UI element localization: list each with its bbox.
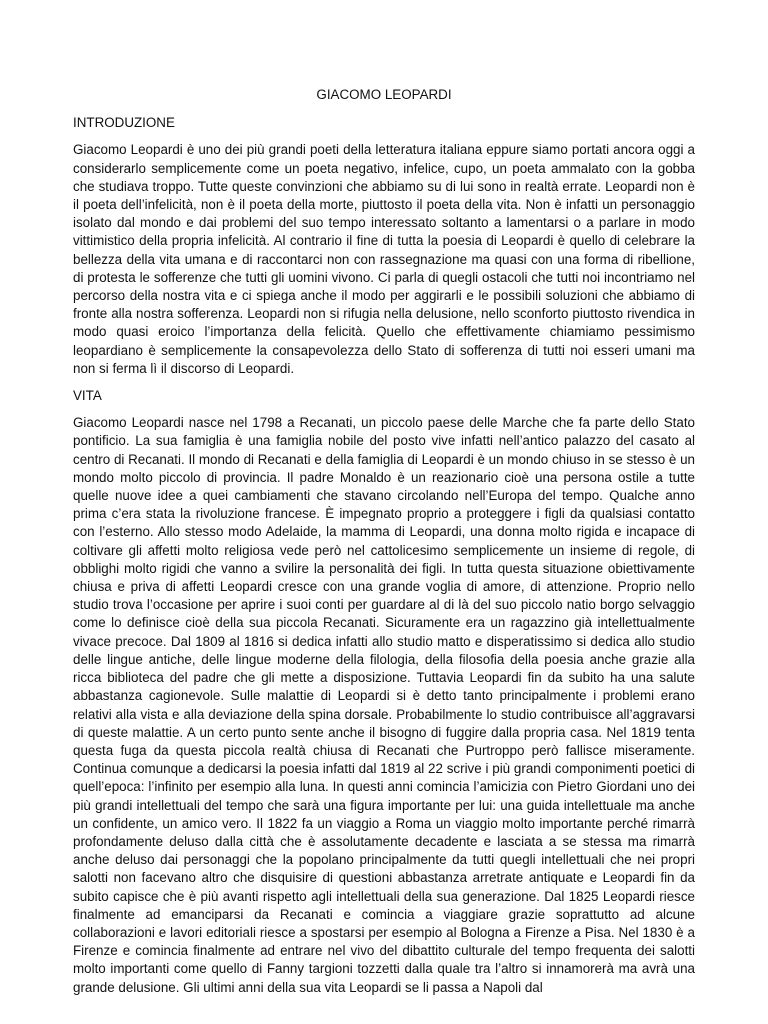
section-heading-vita: VITA	[73, 388, 102, 404]
document-title: GIACOMO LEOPARDI	[316, 87, 452, 102]
section-body-vita: Giacomo Leopardi nasce nel 1798 a Recanati, un piccolo paese delle Marche che fa parte dello Stato pontificio. La sua famiglia è una famiglia nobile del posto vive infatti nell’antico palazzo del casato al centro di Recanati. Il mondo di Recanati e della famiglia di Leopardi è un mondo chiuso in se stesso è un mondo molto piccolo di provincia. Il padre Monaldo è un reazionario cioè una persona ostile a tutte quelle nuove idee a quei cambiamenti che stavano circolando nell’Europa del tempo. Qualche anno prima c’era stata la rivoluzione francese. È impegnato proprio a proteggere i figli da qualsiasi contatto con l’esterno. Allo stesso modo Adelaide, la mamma di Leopardi, una donna molto rigida e incapace di coltivare gli affetti molto religiosa vede però nel cattolicesimo semplicemente un insieme di regole, di obblighi molto rigidi che vanno a svilire la personalità dei figli. In tutta questa situazione obiettivamente chiusa e priva di affetti Leopardi cresce con una grande voglia di amore, di attenzione. Proprio nello studio trova l’occasione per aprire i suoi conti per guardare al di là del suo piccolo natio borgo selvaggio come lo definisce cioè della sua piccola Recanati. Sicuramente era un ragazzino già intellettualmente vivace precoce. Dal 1809 al 1816 si dedica infatti allo studio matto e disperatissimo si dedica allo studio delle lingue antiche, delle lingue moderne della filologia, della filosofia della poesia anche grazie alla ricca biblioteca del padre che gli mette a disposizione. Tuttavia Leopardi fin da subito ha una salute abbastanza cagionevole. Sulle malattie di Leopardi si è detto tanto principalmente i problemi erano relativi alla vista e alla deviazione della spina dorsale. Probabilmente lo studio contribuisce all’aggravarsi di queste malattie. A un certo punto sente anche il bisogno di fuggire dalla propria casa. Nel 1819 tenta questa fuga da questa piccola realtà chiusa di Recanati che Purtroppo però fallisce miseramente. Continua comunque a dedicarsi la poesia infatti dal 1819 al 22 scrive i più grandi componimenti poetici di quell’epoca: l’infinito per esempio alla luna. In questi anni comincia l’amicizia con Pietro Giordani uno dei più grandi intellettuali del tempo che sarà una figura importante per lui: una guida intellettuale ma anche un confidente, un amico vero. Il 1822 fa un viaggio a Roma un viaggio molto importante perché rimarrà profondamente deluso dalla città che è assolutamente decadente e lasciata a se stessa ma rimarrà anche deluso dai personaggi che la popolano principalmente da tutti quegli intellettuali che nei propri salotti non facevano altro che disquisire di questioni abbastanza arretrate antiquate e Leopardi fin da subito capisce che è più avanti rispetto agli intellettuali della sua generazione. Dal 1825 Leopardi riesce finalmente ad emanciparsi da Recanati e comincia a viaggiare grazie soprattutto ad alcune collaborazioni e lavori editoriali riesce a spostarsi per esempio al Bologna a Firenze a Pisa. Nel 1830 è a Firenze e comincia finalmente ad entrare nel vivo del dibattito culturale del tempo frequenta dei salotti molto importanti come quello di Fanny targioni tozzetti dalla quale tra l’altro si innamorerà ma avrà una grande delusione. Gli ultimi anni della sua vita Leopardi se li passa a Napoli dal	[73, 415, 695, 995]
section-body-introduzione: Giacomo Leopardi è uno dei più grandi poeti della letteratura italiana eppure siamo portati ancora oggi a considerarlo semplicemente come un poeta negativo, infelice, cupo, un poeta ammalato con la gobba che studiava troppo. Tutte queste convinzioni che abbiamo su di lui sono in realtà errate. Leopardi non è il poeta dell’infelicità, non è il poeta della morte, piuttosto il poeta della vita. Non è infatti un personaggio isolato dal mondo e dai problemi del suo tempo interessato soltanto a lamentarsi o a parlare in modo vittimistico della propria infelicità. Al contrario il fine di tutta la poesia di Leopardi è quello di celebrare la bellezza della vita umana e di raccontarci non con rassegnazione ma quasi con una forma di ribellione, di protesta le sofferenze che tutti gli uomini vivono. Ci parla di quegli ostacoli che tutti noi incontriamo nel percorso della nostra vita e ci spiega anche il modo per aggirarli e le possibili soluzioni che abbiamo di fronte alla nostra sofferenza. Leopardi non si rifugia nella delusione, nello sconforto piuttosto rivendica in modo quasi eroico l’importanza della felicità. Quello che effettivamente chiamiamo pessimismo leopardiano è semplicemente la consapevolezza dello Stato di sofferenza di tutti noi esseri umani ma non si ferma lì il discorso di Leopardi.	[73, 142, 695, 376]
section-heading-introduzione: INTRODUZIONE	[73, 115, 175, 131]
